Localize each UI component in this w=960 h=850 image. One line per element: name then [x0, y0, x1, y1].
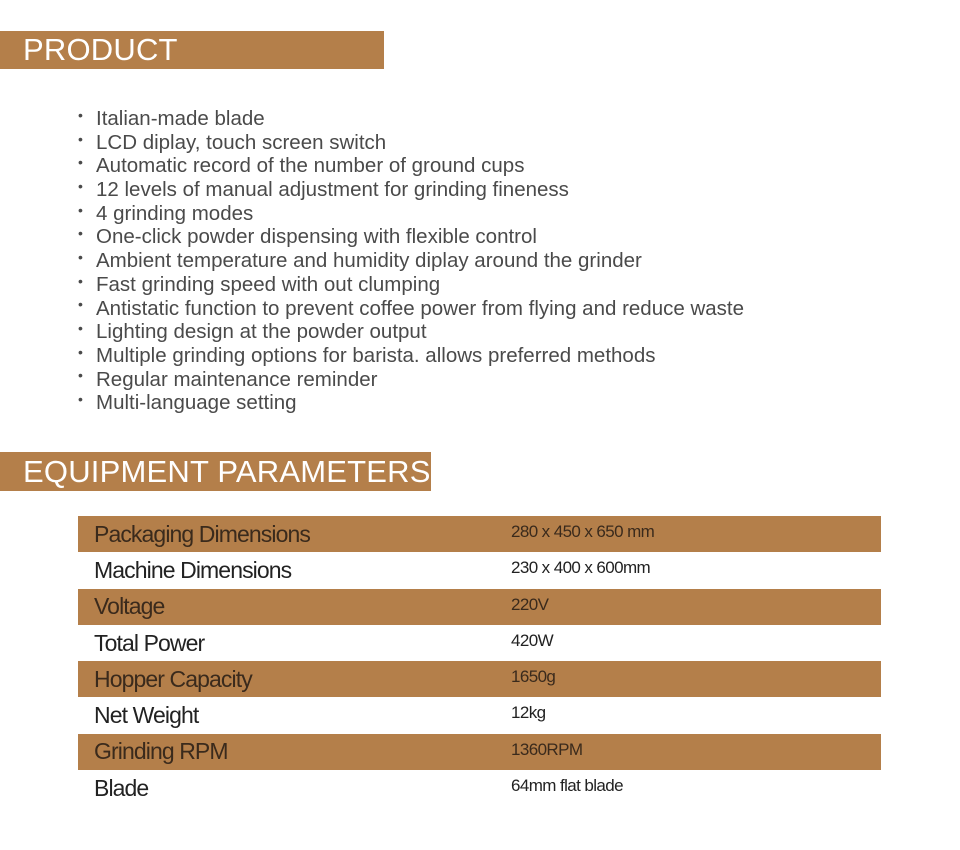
table-row [78, 770, 881, 806]
param-value: 230 x 400 x 600mm [511, 558, 651, 578]
table-row [78, 697, 881, 733]
bullet-icon: • [78, 130, 83, 147]
bullet-icon: • [78, 343, 83, 360]
param-value: 420W [511, 630, 554, 650]
param-value: 220V [511, 594, 549, 614]
param-name: Machine Dimensions [94, 556, 292, 583]
bullet-icon: • [78, 391, 83, 408]
param-value: 12kg [511, 703, 546, 723]
param-name: Net Weight [94, 702, 199, 729]
list-item [78, 391, 744, 415]
bullet-icon: • [78, 225, 83, 242]
param-name: Blade [94, 774, 149, 801]
bullet-icon: • [78, 272, 83, 289]
list-item [78, 202, 744, 226]
param-name: Total Power [94, 629, 205, 656]
table-row [78, 552, 881, 588]
list-item [78, 368, 744, 392]
list-item [78, 297, 744, 321]
param-value: 280 x 450 x 650 mm [511, 522, 655, 541]
list-item-text: Automatic record of the number of ground cups [96, 154, 525, 178]
list-item [78, 131, 744, 155]
list-item-text: Italian-made blade [96, 107, 265, 130]
list-item [78, 273, 744, 297]
table-row [78, 516, 881, 552]
bullet-icon: • [78, 106, 83, 123]
product-advantages-heading: PRODUCT ADVANTAGES [0, 31, 384, 69]
param-name: Packaging Dimensions [94, 520, 310, 547]
bullet-icon: • [78, 296, 83, 313]
list-item-text: Lighting design at the powder output [96, 320, 427, 344]
table-row [78, 625, 881, 661]
list-item [78, 225, 744, 249]
list-item-text: Multiple grinding options for barista. allows preferred methods [96, 343, 656, 367]
bullet-icon: • [78, 201, 83, 218]
table-row [78, 589, 881, 625]
list-item [78, 154, 744, 178]
list-item [78, 320, 744, 344]
list-item-text: Regular maintenance reminder [96, 367, 378, 391]
list-item-text: LCD diplay, touch screen switch [96, 130, 387, 154]
bullet-icon: • [78, 248, 83, 265]
table-row [78, 734, 881, 770]
parameters-table [78, 516, 881, 806]
list-item-text: Multi-language setting [96, 391, 297, 415]
list-item [78, 344, 744, 368]
table-row [78, 661, 881, 697]
equipment-parameters-heading: EQUIPMENT PARAMETERS [0, 452, 431, 491]
param-name: Hopper Capacity [94, 665, 252, 692]
list-item [78, 249, 744, 273]
list-item-text: 12 levels of manual adjustment for grinding fineness [96, 178, 569, 202]
list-item [78, 107, 744, 131]
param-name: Voltage [94, 593, 165, 620]
bullet-icon: • [78, 320, 83, 337]
param-value: 1360RPM [511, 739, 583, 759]
list-item-text: Antistatic function to prevent coffee power from flying and reduce waste [96, 296, 745, 320]
list-item-text: 4 grinding modes [96, 201, 254, 225]
list-item-text: Fast grinding speed with out clumping [96, 272, 441, 296]
param-value: 64mm flat blade [511, 776, 623, 796]
param-value: 1650g [511, 667, 556, 687]
param-name: Grinding RPM [94, 738, 228, 765]
list-item [78, 178, 744, 202]
list-item-text: One-click powder dispensing with flexible control [96, 225, 537, 249]
list-item-text: Ambient temperature and humidity diplay around the grinder [96, 249, 642, 273]
advantages-list [78, 107, 744, 415]
bullet-icon: • [78, 154, 83, 171]
bullet-icon: • [78, 367, 83, 384]
bullet-icon: • [78, 177, 83, 194]
